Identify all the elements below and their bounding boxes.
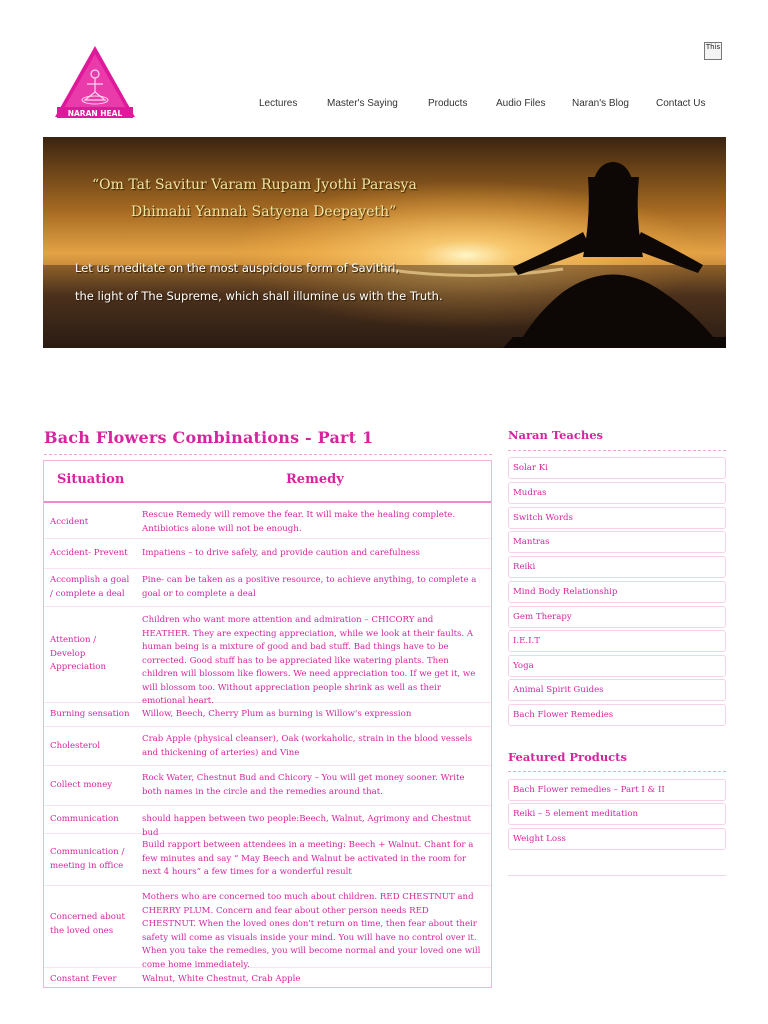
situation-cell: Cholesterol bbox=[50, 741, 101, 751]
sidebar-item-mind-body[interactable]: Mind Body Relationship bbox=[508, 581, 726, 603]
remedy-cell: Children who want more attention and admiration – CHICORY and HEATHER. They are expecting appreciation, while we look at their faults. A human being is a mixture of good and bad stuff. Bad things have to be corrected. Good stuff has to be appreciated like watering plants. Then children will blossom like flowers. We need appreciation too. If we get it, we will blossom too. Without appreciation people shrink as well as their emotional heart. bbox=[142, 615, 476, 706]
nav-audio-files[interactable]: Audio Files bbox=[496, 98, 546, 109]
table-row bbox=[44, 806, 491, 838]
nav-products[interactable]: Products bbox=[428, 98, 468, 109]
situation-cell: Communication bbox=[50, 814, 119, 824]
sidebar-item-ieit[interactable]: I.E.I.T bbox=[508, 630, 726, 652]
table-row bbox=[44, 703, 491, 727]
remedy-cell: Mothers who are concerned too much about children. RED CHESTNUT and CHERRY PLUM. Concern and fear about other person needs RED CHESTNUT. When the loved ones don't return on time, then fear about their safety will come as visuals inside your mind. You will have no control over it. When you take the remedies, you will become normal and your loved one will come home immediately. bbox=[142, 892, 481, 970]
table-row bbox=[44, 766, 491, 806]
title-divider bbox=[44, 454, 492, 455]
remedies-table bbox=[43, 460, 492, 988]
nav-contact-us[interactable]: Contact Us bbox=[656, 98, 706, 109]
sidebar-item-gem-therapy[interactable]: Gem Therapy bbox=[508, 606, 726, 628]
sidebar-divider bbox=[508, 450, 726, 451]
featured-item-bach-flower[interactable]: Bach Flower remedies – Part I & II bbox=[508, 779, 726, 801]
situation-cell: Burning sensation bbox=[50, 709, 130, 719]
situation-cell: Communication / meeting in office bbox=[50, 847, 125, 871]
nav-lectures[interactable]: Lectures bbox=[259, 98, 298, 109]
situation-cell: Concerned about the loved ones bbox=[50, 912, 125, 936]
page-title: Bach Flowers Combinations - Part 1 bbox=[44, 428, 374, 447]
nav-narans-blog[interactable]: Naran's Blog bbox=[572, 98, 629, 109]
table-row bbox=[44, 539, 491, 569]
banner-quote-line-2: Dhimahi Yannah Satyena Deepayeth” bbox=[131, 204, 397, 220]
situation-cell: Attention / Develop Appreciation bbox=[50, 635, 106, 672]
table-row bbox=[44, 834, 491, 886]
header-situation: Situation bbox=[57, 472, 125, 487]
sidebar-item-reiki[interactable]: Reiki bbox=[508, 556, 726, 578]
sidebar-item-mantras[interactable]: Mantras bbox=[508, 531, 726, 553]
banner-sub-line-1: Let us meditate on the most auspicious form of Savithri, bbox=[75, 261, 400, 275]
brand-name: NARAN HEAL bbox=[67, 109, 123, 118]
table-row bbox=[44, 886, 491, 968]
brand-logo[interactable] bbox=[54, 44, 136, 120]
remedy-cell: Walnut, White Chestnut, Crab Apple bbox=[142, 974, 301, 984]
hero-banner bbox=[43, 137, 726, 348]
sidebar-item-animal-spirit[interactable]: Animal Spirit Guides bbox=[508, 679, 726, 701]
banner-sub-line-2: the light of The Supreme, which shall illumine us with the Truth. bbox=[75, 289, 443, 303]
banner-quote-line-1: “Om Tat Savitur Varam Rupam Jyothi Parasya bbox=[92, 177, 417, 193]
sidebar-item-solar-ki[interactable]: Solar Ki bbox=[508, 457, 726, 479]
situation-cell: Collect money bbox=[50, 780, 113, 790]
featured-item-weight-loss[interactable]: Weight Loss bbox=[508, 828, 726, 850]
remedy-cell: Pine- can be taken as a positive resource, to achieve anything, to complete a goal or to complete a deal bbox=[142, 575, 477, 599]
table-row bbox=[44, 505, 491, 539]
sidebar-bottom-rule bbox=[508, 875, 726, 876]
header-remedy: Remedy bbox=[286, 472, 344, 487]
table-row bbox=[44, 968, 491, 988]
remedy-cell: Crab Apple (physical cleanser), Oak (workaholic, strain in the blood vessels and thickening of arteries) and Vine bbox=[142, 734, 473, 758]
sidebar-featured-title: Featured Products bbox=[508, 750, 627, 764]
sidebar-teaches-title: Naran Teaches bbox=[508, 428, 603, 442]
remedy-cell: Build rapport between attendees in a meeting: Beech + Walnut. Chant for a few minutes and say “ May Beech and Walnut be activated in the room for next 4 hours” a few times for a wonderful result bbox=[142, 840, 474, 877]
sidebar-divider bbox=[508, 771, 726, 772]
situation-cell: Accomplish a goal / complete a deal bbox=[50, 575, 130, 599]
table-header bbox=[44, 461, 491, 503]
featured-item-reiki[interactable]: Reiki – 5 element meditation bbox=[508, 803, 726, 825]
situation-cell: Accident- Prevent bbox=[50, 548, 128, 558]
remedy-cell: Rock Water, Chestnut Bud and Chicory – You will get money sooner. Write both names in the circle and the remedies around that. bbox=[142, 773, 465, 797]
top-badge[interactable]: This bbox=[704, 42, 722, 60]
remedy-cell: should happen between two people:Beech, Walnut, Agrimony and Chestnut bud bbox=[142, 814, 471, 838]
situation-cell: Constant Fever bbox=[50, 974, 117, 984]
remedy-cell: Rescue Remedy will remove the fear. It will make the healing complete. Antibiotics alone will not be enough. bbox=[142, 510, 456, 534]
sidebar-item-bach-flower[interactable]: Bach Flower Remedies bbox=[508, 704, 726, 726]
sunset-meditation-image bbox=[43, 137, 726, 348]
sidebar-item-mudras[interactable]: Mudras bbox=[508, 482, 726, 504]
sidebar-item-yoga[interactable]: Yoga bbox=[508, 655, 726, 677]
main-nav bbox=[259, 98, 716, 109]
situation-cell: Accident bbox=[50, 517, 89, 527]
remedy-cell: Willow, Beech, Cherry Plum as burning is Willow's expression bbox=[142, 709, 412, 719]
table-row bbox=[44, 727, 491, 766]
table-row bbox=[44, 607, 491, 706]
table-row bbox=[44, 569, 491, 607]
nav-masters-saying[interactable]: Master's Saying bbox=[327, 98, 398, 109]
sidebar-item-switch-words[interactable]: Switch Words bbox=[508, 507, 726, 529]
remedy-cell: Impatiens – to drive safely, and provide caution and carefulness bbox=[142, 548, 420, 558]
